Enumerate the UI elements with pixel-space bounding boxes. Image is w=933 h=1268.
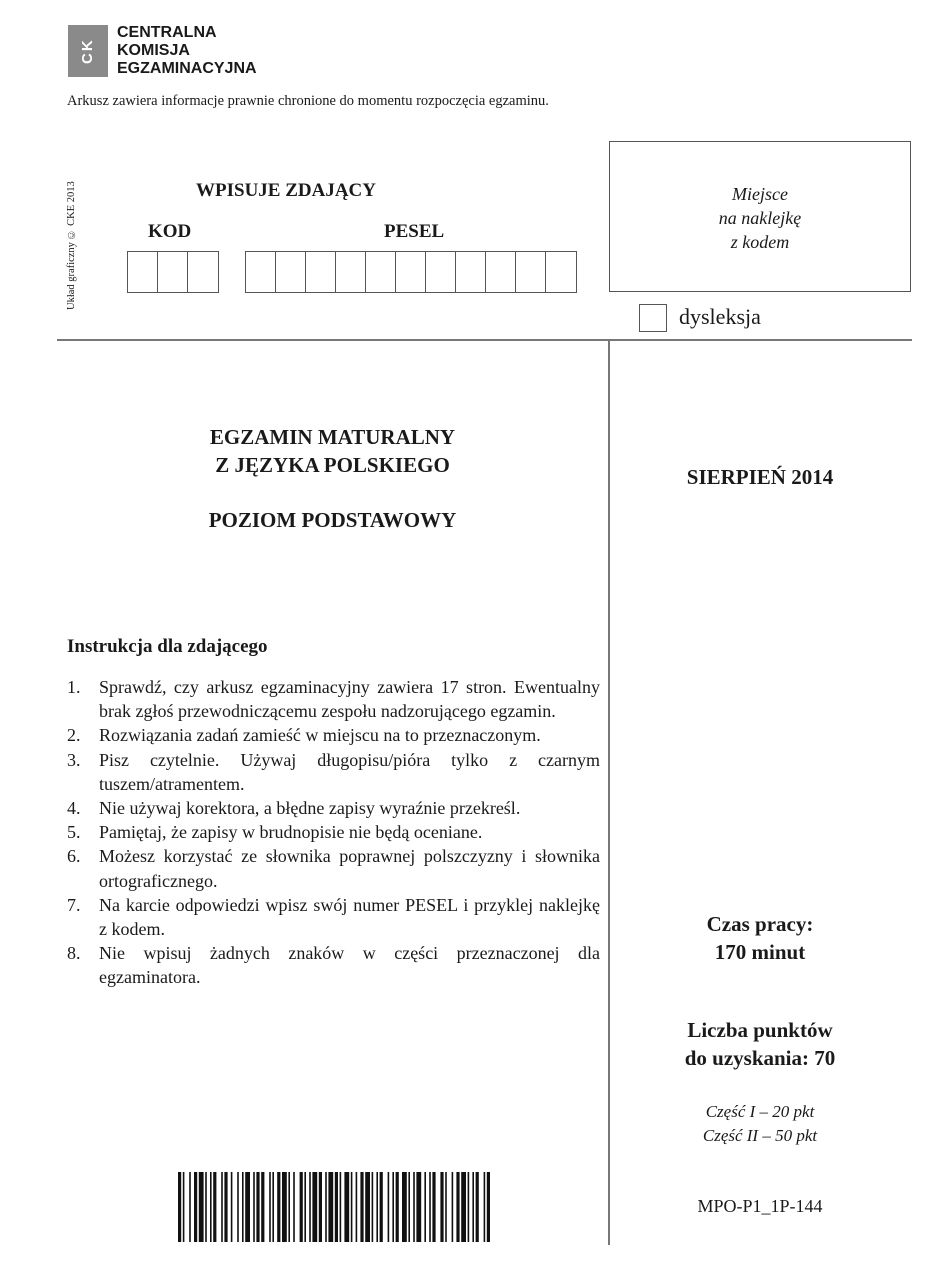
instruction-item: [67, 675, 600, 723]
pesel-label: PESEL: [384, 221, 445, 242]
kod-input-boxes[interactable]: [127, 251, 219, 293]
barcode-bar: [256, 1172, 259, 1242]
barcode-bar: [282, 1172, 287, 1242]
barcode-bar: [210, 1172, 212, 1242]
instruction-number: 8.: [67, 943, 81, 964]
logo-mark-text: CK: [79, 38, 96, 64]
barcode-bar: [452, 1172, 454, 1242]
barcode-bar: [432, 1172, 435, 1242]
pesel-digit-box[interactable]: [486, 252, 516, 292]
exam-title-line: Z JĘZYKA POLSKIEGO: [215, 453, 450, 477]
exam-title-line: EGZAMIN MATURALNY: [209, 425, 456, 449]
barcode-bar: [300, 1172, 303, 1242]
instruction-number: 7.: [67, 894, 81, 915]
barcode-bar: [416, 1172, 421, 1242]
instruction-item: [67, 820, 600, 844]
logo-line: KOMISJA: [117, 42, 190, 59]
instruction-text: Nie wpisuj żadnych znaków w części przeznaczonej dla egzaminatora.: [99, 943, 600, 988]
sticker-line: Miejsce: [732, 184, 788, 204]
pesel-digit-box[interactable]: [396, 252, 426, 292]
instruction-number: 4.: [67, 798, 81, 819]
pesel-digit-box[interactable]: [456, 252, 486, 292]
barcode-bar: [440, 1172, 443, 1242]
instruction-text: Nie używaj korektora, a błędne zapisy wyraźnie przekreśl.: [99, 798, 521, 819]
barcode-bar: [472, 1172, 474, 1242]
barcode-bar: [468, 1172, 470, 1242]
candidate-section-heading: WPISUJE ZDAJĄCY: [196, 180, 376, 201]
barcode-bar: [402, 1172, 407, 1242]
sheet-code: MPO-P1_1P-144: [697, 1196, 823, 1216]
barcode-bar: [356, 1172, 358, 1242]
exam-level: POZIOM PODSTAWOWY: [208, 508, 457, 532]
exam-title: [120, 423, 545, 479]
pesel-digit-box[interactable]: [276, 252, 306, 292]
instruction-text: Pisz czytelnie. Używaj długopisu/pióra tylko z czarnym tuszem/atramentem.: [99, 749, 600, 794]
horizontal-divider: [57, 339, 912, 341]
barcode-bar: [413, 1172, 415, 1242]
instruction-number: 1.: [67, 677, 81, 697]
instructions-list: [67, 675, 600, 990]
barcode-bar: [328, 1172, 333, 1242]
barcode-bar: [269, 1172, 271, 1242]
barcode-bar: [194, 1172, 197, 1242]
kod-digit-box[interactable]: [188, 252, 218, 292]
barcode-image: [178, 1172, 490, 1242]
barcode-bar: [365, 1172, 370, 1242]
barcode-bar: [272, 1172, 274, 1242]
barcode-bar: [445, 1172, 447, 1242]
pesel-digit-box[interactable]: [426, 252, 456, 292]
instruction-number: 5.: [67, 822, 81, 843]
barcode-bar: [319, 1172, 322, 1242]
barcode-bar: [312, 1172, 317, 1242]
layout-credit: Układ graficzny © CKE 2013: [66, 181, 77, 310]
barcode-bar: [213, 1172, 216, 1242]
barcode-bar: [380, 1172, 383, 1242]
barcode-bar: [199, 1172, 204, 1242]
confidentiality-notice: Arkusz zawiera informacje prawnie chronione do momentu rozpoczęcia egzaminu.: [67, 93, 549, 109]
instruction-number: 6.: [67, 846, 81, 867]
barcode-bar: [183, 1172, 185, 1242]
cke-logo-mark: [68, 25, 108, 77]
pesel-input-boxes[interactable]: [245, 251, 577, 293]
instruction-text: Sprawdź, czy arkusz egzaminacyjny zawiera 17 stron. Ewentualny brak zgłoś przewodniczącemu zespołu nadzorującego egzamin.: [99, 677, 600, 722]
barcode-bar: [388, 1172, 390, 1242]
barcode-bar: [335, 1172, 338, 1242]
barcode-bar: [487, 1172, 490, 1242]
barcode-bar: [396, 1172, 399, 1242]
barcode-bar: [392, 1172, 394, 1242]
max-points-line: Liczba punktów: [687, 1018, 833, 1042]
barcode-bar: [340, 1172, 342, 1242]
barcode-bar: [484, 1172, 486, 1242]
exam-session: SIERPIEŃ 2014: [686, 465, 834, 489]
barcode-bar: [476, 1172, 479, 1242]
pesel-digit-box[interactable]: [546, 252, 576, 292]
barcode-bar: [325, 1172, 327, 1242]
barcode-bar: [424, 1172, 426, 1242]
part-line: Część I – 20 pkt: [705, 1102, 815, 1121]
barcode-bar: [189, 1172, 191, 1242]
instruction-text: Możesz korzystać ze słownika poprawnej polszczyzny i słownika ortograficznego.: [99, 846, 600, 891]
instruction-item: [67, 748, 600, 796]
pesel-digit-box[interactable]: [516, 252, 546, 292]
kod-digit-box[interactable]: [128, 252, 158, 292]
barcode-bar: [304, 1172, 306, 1242]
barcode-bar: [288, 1172, 290, 1242]
barcode-bar: [372, 1172, 374, 1242]
instruction-number: 2.: [67, 725, 81, 746]
barcode-bar: [231, 1172, 233, 1242]
barcode-bar: [178, 1172, 181, 1242]
barcode-bar: [344, 1172, 349, 1242]
logo-line: CENTRALNA: [117, 24, 217, 41]
parts-breakdown: [609, 1100, 911, 1148]
logo-line: EGZAMINACYJNA: [117, 60, 257, 77]
sticker-line: na naklejkę: [718, 208, 802, 228]
barcode-bar: [224, 1172, 227, 1242]
instruction-item: [67, 723, 600, 747]
barcode-bar: [245, 1172, 250, 1242]
barcode-bar: [408, 1172, 410, 1242]
pesel-digit-box[interactable]: [336, 252, 366, 292]
sticker-line: z kodem: [730, 232, 790, 252]
barcode-bar: [277, 1172, 280, 1242]
instruction-text: Rozwiązania zadań zamieść w miejscu na to przeznaczonym.: [99, 725, 541, 746]
barcode-bar: [309, 1172, 311, 1242]
work-time-line: Czas pracy:: [706, 912, 814, 936]
dyslexia-label: dysleksja: [679, 304, 761, 329]
work-time: [609, 910, 911, 966]
barcode-bar: [237, 1172, 239, 1242]
barcode-bar: [261, 1172, 264, 1242]
barcode-bar: [360, 1172, 363, 1242]
pesel-digit-box[interactable]: [366, 252, 396, 292]
barcode-bar: [351, 1172, 353, 1242]
instruction-number: 3.: [67, 749, 81, 770]
barcode-bar: [461, 1172, 466, 1242]
instruction-item: [67, 893, 600, 941]
instructions-heading: Instrukcja dla zdającego: [67, 636, 268, 657]
part-line: Część II – 50 pkt: [702, 1126, 818, 1145]
barcode-bar: [242, 1172, 244, 1242]
instruction-item: [67, 844, 600, 892]
instruction-text: Na karcie odpowiedzi wpisz swój numer PESEL i przyklej naklejkę z kodem.: [99, 894, 600, 940]
barcode-bar: [253, 1172, 255, 1242]
instruction-item: [67, 796, 600, 820]
pesel-digit-box[interactable]: [246, 252, 276, 292]
barcode-bar: [456, 1172, 459, 1242]
instruction-item: [67, 941, 600, 989]
cke-logo-text: [117, 24, 257, 78]
kod-label: KOD: [148, 221, 192, 242]
barcode-bar: [221, 1172, 223, 1242]
barcode-bar: [376, 1172, 378, 1242]
barcode-bar: [429, 1172, 431, 1242]
max-points-line: do uzyskania: 70: [684, 1046, 836, 1070]
instruction-text: Pamiętaj, że zapisy w brudnopisie nie będą oceniane.: [99, 822, 483, 843]
max-points: [609, 1016, 911, 1072]
kod-digit-box[interactable]: [158, 252, 188, 292]
work-time-line: 170 minut: [714, 940, 806, 964]
dyslexia-checkbox[interactable]: [639, 304, 667, 332]
pesel-digit-box[interactable]: [306, 252, 336, 292]
barcode-bar: [205, 1172, 207, 1242]
barcode-bar: [293, 1172, 295, 1242]
code-sticker-area: [609, 141, 911, 292]
